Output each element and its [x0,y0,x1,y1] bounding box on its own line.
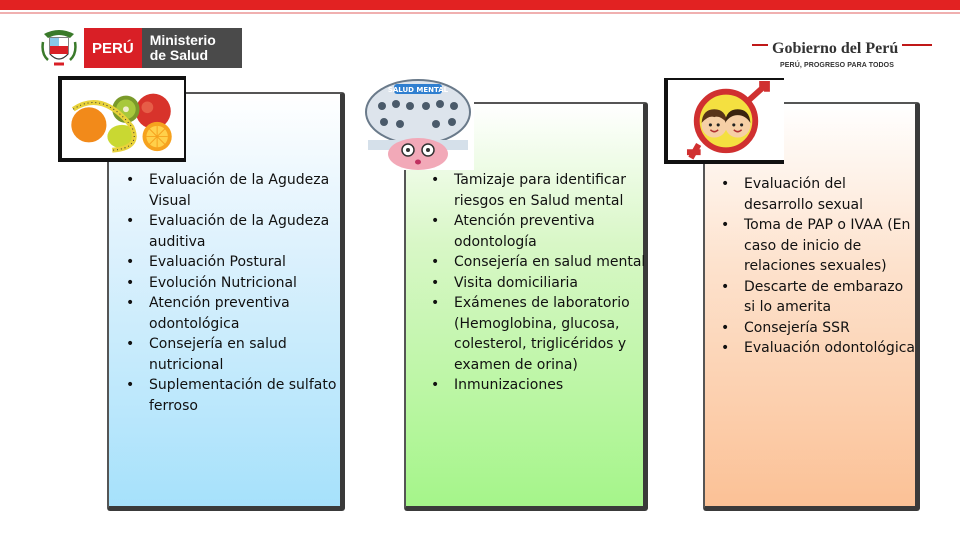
sexual-health-image [664,78,784,164]
gobierno-title: Gobierno del Perú [768,40,902,58]
list-item: • Evaluación Postural [118,252,338,273]
peru-label: PERÚ [84,28,142,68]
list-item: • Atención preventiva odontología [423,211,648,252]
list-item: • Atención preventiva odontológica [118,293,338,334]
gobierno-subtitle: PERÚ, PROGRESO PARA TODOS [780,62,894,69]
ministry-name [142,28,242,68]
list-item: • Tamizaje para identificar riesgos en Salud mental [423,170,648,211]
list-item: • Evaluación de la Agudeza auditiva [118,211,338,252]
gobierno-logo [752,36,932,76]
card-sexual-health-list [713,174,918,359]
list-item: • Suplementación de sulfato ferroso [118,375,338,416]
list-item: • Evaluación odontológica [713,338,918,359]
mental-health-image [362,78,474,170]
ministry-line-1: Ministerio [149,32,216,48]
sexual-health-illustration [668,80,784,160]
top-divider [0,12,960,14]
minsa-logo [40,28,242,68]
ministry-line-2: de Salud [149,47,209,63]
list-item: • Descarte de embarazo si lo amerita [713,277,918,318]
list-item: • Inmunizaciones [423,375,648,396]
list-item: • Exámenes de laboratorio (Hemoglobina, glucosa, colesterol, triglicéridos y examen de orina) [423,293,648,375]
list-item: • Consejería SSR [713,318,918,339]
list-item: • Visita domiciliaria [423,273,648,294]
list-item: • Consejería en salud mental [423,252,648,273]
fruits-illustration [62,80,184,158]
list-item: • Consejería en salud nutricional [118,334,338,375]
peru-crest-icon [40,28,78,68]
top-red-bar [0,0,960,10]
mental-health-illustration [362,78,474,170]
list-item: • Evaluación del desarrollo sexual [713,174,918,215]
list-item: • Evolución Nutricional [118,273,338,294]
salud-mental-label: SALUD MENTAL [387,86,449,94]
card-nutrition-list [118,170,338,416]
list-item: • Toma de PAP o IVAA (En caso de inicio de relaciones sexuales) [713,215,918,277]
fruits-image [58,76,186,162]
card-mental-health-list [423,170,648,396]
list-item: • Evaluación de la Agudeza Visual [118,170,338,211]
